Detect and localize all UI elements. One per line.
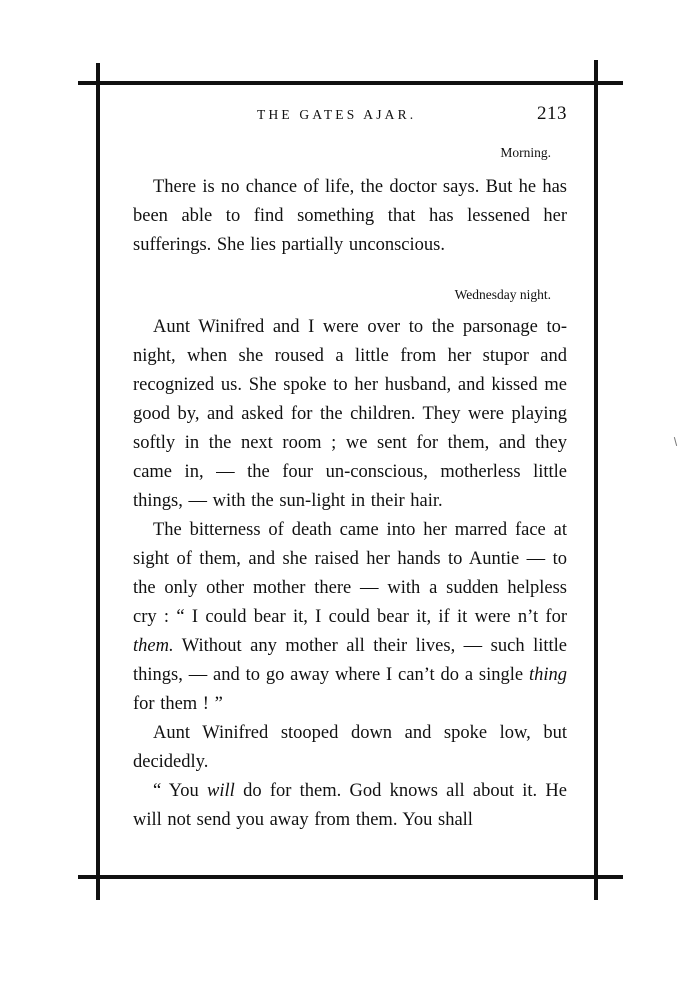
frame-bottom-rule <box>78 875 623 879</box>
dateline-morning: Morning. <box>500 145 551 160</box>
entry-wednesday-text <box>133 313 567 835</box>
frame-right-rule <box>594 60 598 900</box>
paragraph-text: “ You <box>153 781 208 801</box>
paragraph: Aunt Winifred stooped down and spoke low, but decidedly. <box>133 723 567 772</box>
book-title: THE GATES AJAR. <box>257 107 417 122</box>
paragraph <box>133 777 567 835</box>
paragraph-text: The bitterness of death came into her marred face at sight of them, and she raised her hands to Auntie — to the only other mother there — with a sudden helpless cry : “ I could bear it, I could bear it, if it were n’t for <box>133 520 567 627</box>
paragraph-text: for them ! ” <box>133 694 223 714</box>
frame-left-rule <box>96 63 100 900</box>
emphasis-them: them. <box>133 636 174 656</box>
running-head <box>130 103 567 129</box>
dateline-wednesday-night: Wednesday night. <box>454 287 551 302</box>
paragraph-text: do for them. God knows all about it. He will not send you away from them. You shall <box>133 781 567 830</box>
paragraph: There is no chance of life, the doctor says. But he has been able to find something that has lessened her sufferings. She lies partially unconscious. <box>133 177 567 255</box>
margin-mark <box>674 437 677 446</box>
emphasis-will: will <box>207 781 235 801</box>
paragraph: Aunt Winifred and I were over to the parsonage to-night, when she roused a little from her stupor and recognized us. She spoke to her husband, and kissed me good by, and asked for the children. They were playing softly in the next room ; we sent for them, and they came in, — the four un-conscious, motherless little things, — with the sun-light in their hair. <box>133 317 567 511</box>
page-number: 213 <box>537 103 567 124</box>
paragraph-text: Without any mother all their lives, — such little things, — and to go away where I can’t do a single <box>133 636 567 685</box>
entry-morning-text <box>133 173 567 260</box>
frame-top-rule <box>78 81 623 85</box>
emphasis-thing: thing <box>528 665 567 685</box>
paragraph <box>133 516 567 719</box>
